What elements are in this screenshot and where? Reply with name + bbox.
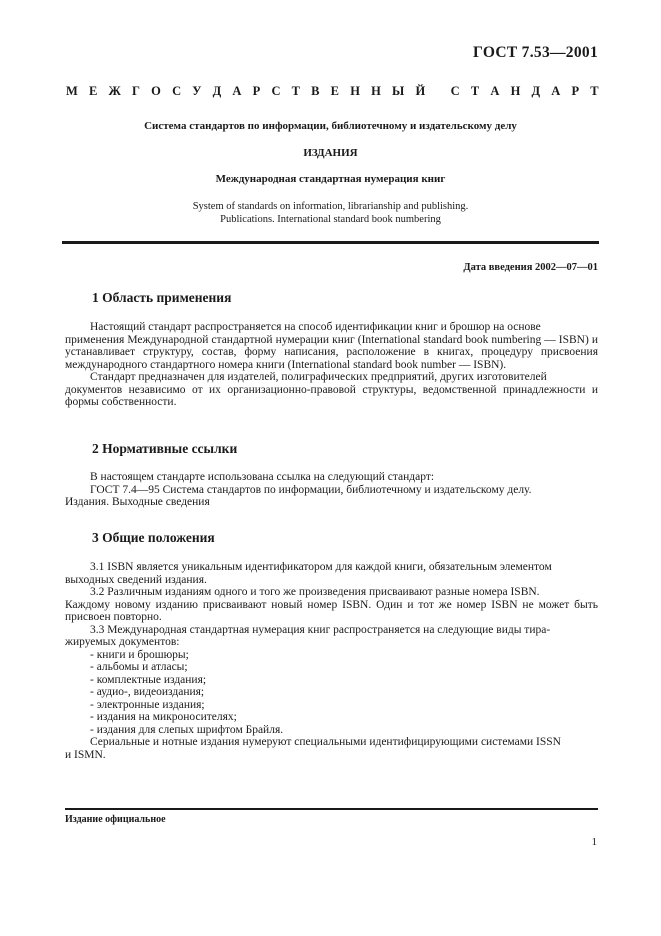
official-edition-note: Издание официальное (65, 814, 166, 825)
interstate-standard-heading (66, 84, 599, 99)
section-1-heading: 1 Область применения (92, 290, 232, 305)
heading-letter: Й (415, 84, 426, 98)
list-item: - издания на микроносителях; (90, 711, 237, 723)
list-item: - издания для слепых шрифтом Брайля. (90, 723, 284, 736)
heading-letter: У (192, 84, 202, 98)
section-1-paragraph-2-first-line: Стандарт предназначен для издателей, полиграфических предприятий, других изготовителей (90, 371, 547, 383)
serials-note-first-line: Сериальные и нотные издания нумеруют специальными идентифицирующими системами ISSN (90, 736, 561, 748)
effective-date: Дата введения 2002—07—01 (463, 262, 598, 273)
heading-letter: О (151, 84, 161, 98)
section-2-reference-first-line: ГОСТ 7.4—95 Система стандартов по информации, библиотечному и издательскому делу. (90, 483, 532, 496)
clause-3-1-rest: выходных сведений издания. (65, 573, 207, 586)
list-item: - аудио-, видеоиздания; (90, 686, 205, 698)
heading-letter: Т (590, 84, 599, 98)
heading-letter: Ы (392, 84, 405, 98)
heading-letter: Р (252, 84, 261, 98)
page-number: 1 (591, 836, 597, 848)
section-2-reference-rest: Издания. Выходные сведения (65, 496, 210, 508)
heading-letter: А (490, 84, 500, 98)
heading-letter: В (311, 84, 320, 98)
heading-letter: А (551, 84, 561, 98)
document-subtitle: Международная стандартная нумерация книг (215, 173, 446, 185)
section-3-heading: 3 Общие положения (92, 530, 215, 545)
title-divider (62, 241, 599, 244)
heading-letter (436, 84, 439, 99)
document-types-list (90, 649, 598, 737)
english-title (62, 200, 599, 226)
list-item: - книги и брошюры; (90, 648, 189, 661)
section-1-paragraph-2-rest: документов независимо от их организационно-правовой структуры, ведомственной принадлежности и формы собственности. (65, 383, 598, 408)
heading-letter: Н (510, 84, 521, 98)
list-item: - комплектные издания; (90, 673, 207, 686)
list-item: - альбомы и атласы; (90, 661, 188, 673)
heading-letter: С (271, 84, 281, 98)
section-1-paragraph-1-rest: применения Международной стандартной нумерации книг (International standard book numbering — ISBN) и устанавливает структуру, состав, форму написания, расположение в книгах, процедуру присвоения международного стандартного номера книги (International standard book number — ISBN). (65, 333, 598, 371)
clause-3-3-first-line: 3.3 Международная стандартная нумерация книг распространяется на следующие виды тира- (90, 623, 551, 636)
standard-code: ГОСТ 7.53—2001 (473, 44, 598, 61)
document-type-title: ИЗДАНИЯ (303, 147, 358, 159)
serials-note-rest: и ISMN. (65, 748, 106, 761)
heading-letter: С (172, 84, 182, 98)
section-2-paragraph-1: В настоящем стандарте использована ссылка на следующий стандарт: (90, 471, 435, 483)
heading-letter: Е (88, 84, 98, 98)
clause-3-1-first-line: 3.1 ISBN является уникальным идентификатором для каждой книги, обязательным элементом (90, 561, 552, 573)
heading-letter: Д (212, 84, 222, 98)
system-title: Система стандартов по информации, библиотечному и издательскому делу (144, 120, 517, 132)
footer-divider (65, 808, 598, 810)
heading-letter: Н (371, 84, 381, 98)
clause-3-3-rest: жируемых документов: (65, 636, 180, 648)
heading-letter: Ж (108, 84, 121, 98)
heading-letter: Н (350, 84, 360, 98)
english-title-line-1: System of standards on information, librarianship and publishing. (192, 201, 469, 212)
section-1-body (65, 321, 598, 409)
heading-letter: Р (571, 84, 580, 98)
heading-letter: Т (291, 84, 300, 98)
heading-letter: С (450, 84, 460, 98)
section-2-heading: 2 Нормативные ссылки (92, 441, 238, 456)
heading-letter: Г (132, 84, 140, 98)
clause-3-2-rest: Каждому новому изданию присваивают новый номер ISBN. Один и тот же номер ISBN не может быть присвоен повторно. (65, 598, 598, 623)
english-title-line-2: Publications. International standard book numbering (220, 214, 441, 225)
heading-letter: Д (531, 84, 541, 98)
clause-3-2-first-line: 3.2 Различным изданиям одного и того же произведения присваивают разные номера ISBN. (90, 586, 540, 598)
section-3-body (65, 561, 598, 761)
section-1-paragraph-1-first-line: Настоящий стандарт распространяется на способ идентификации книг и брошюр на основе (90, 321, 541, 333)
heading-letter: Е (330, 84, 340, 98)
list-item: - электронные издания; (90, 698, 205, 711)
heading-letter: Т (470, 84, 480, 98)
heading-letter: М (66, 84, 78, 98)
section-2-body (65, 471, 598, 509)
heading-letter: А (232, 84, 242, 98)
